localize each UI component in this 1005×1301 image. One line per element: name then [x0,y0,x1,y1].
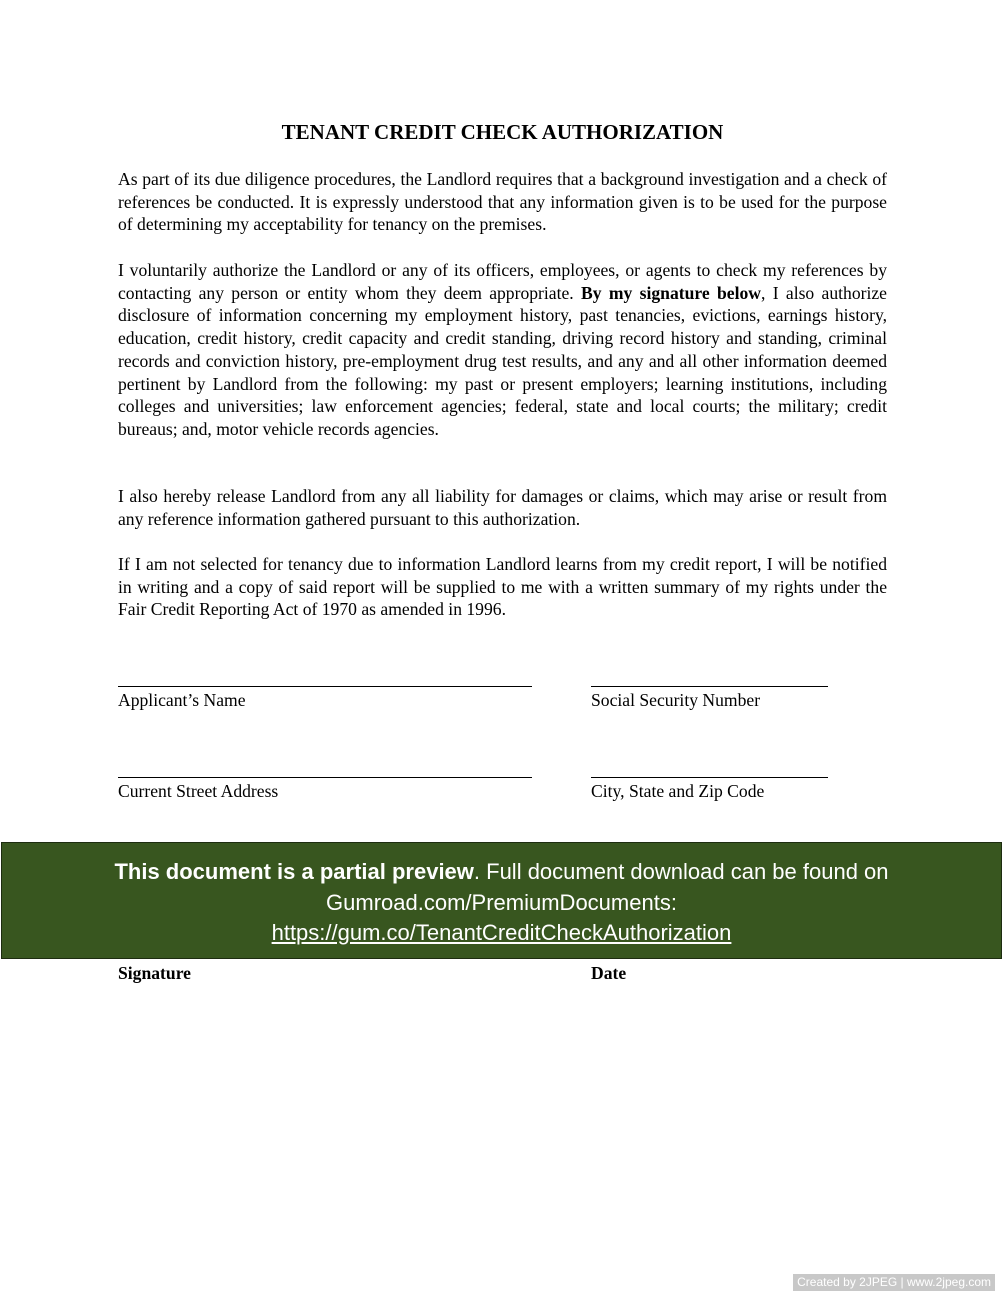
ssn-label: Social Security Number [591,690,761,710]
preview-banner-bold: This document is a partial preview [114,859,474,884]
city-state-zip-label: City, State and Zip Code [591,781,765,801]
paragraph-authorization [118,259,887,441]
paragraph-authorization-text-start: I voluntarily authorize the Landlord or any of its officers, employees, or agents to check my references by contacting any person or entity whom they deem appropriate. [118,260,887,303]
applicant-name-line[interactable] [118,686,532,687]
street-address-line[interactable] [118,777,532,778]
preview-banner-message [2,857,1001,918]
preview-banner [1,842,1002,959]
applicant-name-label: Applicant’s Name [118,690,246,710]
paragraph-notification: If I am not selected for tenancy due to information Landlord learns from my credit report, I will be notified in writing and a copy of said report will be supplied to me with a written summary of my rights under the Fair Credit Reporting Act of 1970 as amended in 1996. [118,554,887,620]
watermark-badge: Created by 2JPEG | www.2jpeg.com [793,1274,995,1291]
street-address-label: Current Street Address [118,781,279,801]
date-label: Date [591,963,627,983]
paragraph-release: I also hereby release Landlord from any all liability for damages or claims, which may arise or result from any reference information gathered pursuant to this authorization. [118,486,887,529]
paragraph-due-diligence: As part of its due diligence procedures, the Landlord requires that a background investigation and a check of references be conducted. It is expressly understood that any information given is to be used for the purpose of determining my acceptability for tenancy on the premises. [118,169,887,235]
preview-banner-link[interactable]: https://gum.co/TenantCreditCheckAuthorization [271,920,732,945]
preview-banner-text: . Full document download can be found on Gumroad.com/PremiumDocuments: [326,859,889,915]
paragraph-authorization-text-end: , I also authorize disclosure of information concerning my employment history, past tenancies, evictions, earnings history, education, credit history, credit capacity and credit standing, driving record history and standing, criminal records and conviction history, pre-employment drug test results, and any and all other information deemed pertinent by Landlord from the following: my past or present employers; learning institutions, including colleges and universities; law enforcement agencies; federal, state and local courts; the military; credit bureaus; and, motor vehicle records agencies. [118,282,887,439]
city-state-zip-line[interactable] [591,777,828,778]
signature-label: Signature [118,963,191,983]
paragraph-authorization-bold: By my signature below [581,282,761,303]
ssn-line[interactable] [591,686,828,687]
document-title: TENANT CREDIT CHECK AUTHORIZATION [281,120,724,144]
